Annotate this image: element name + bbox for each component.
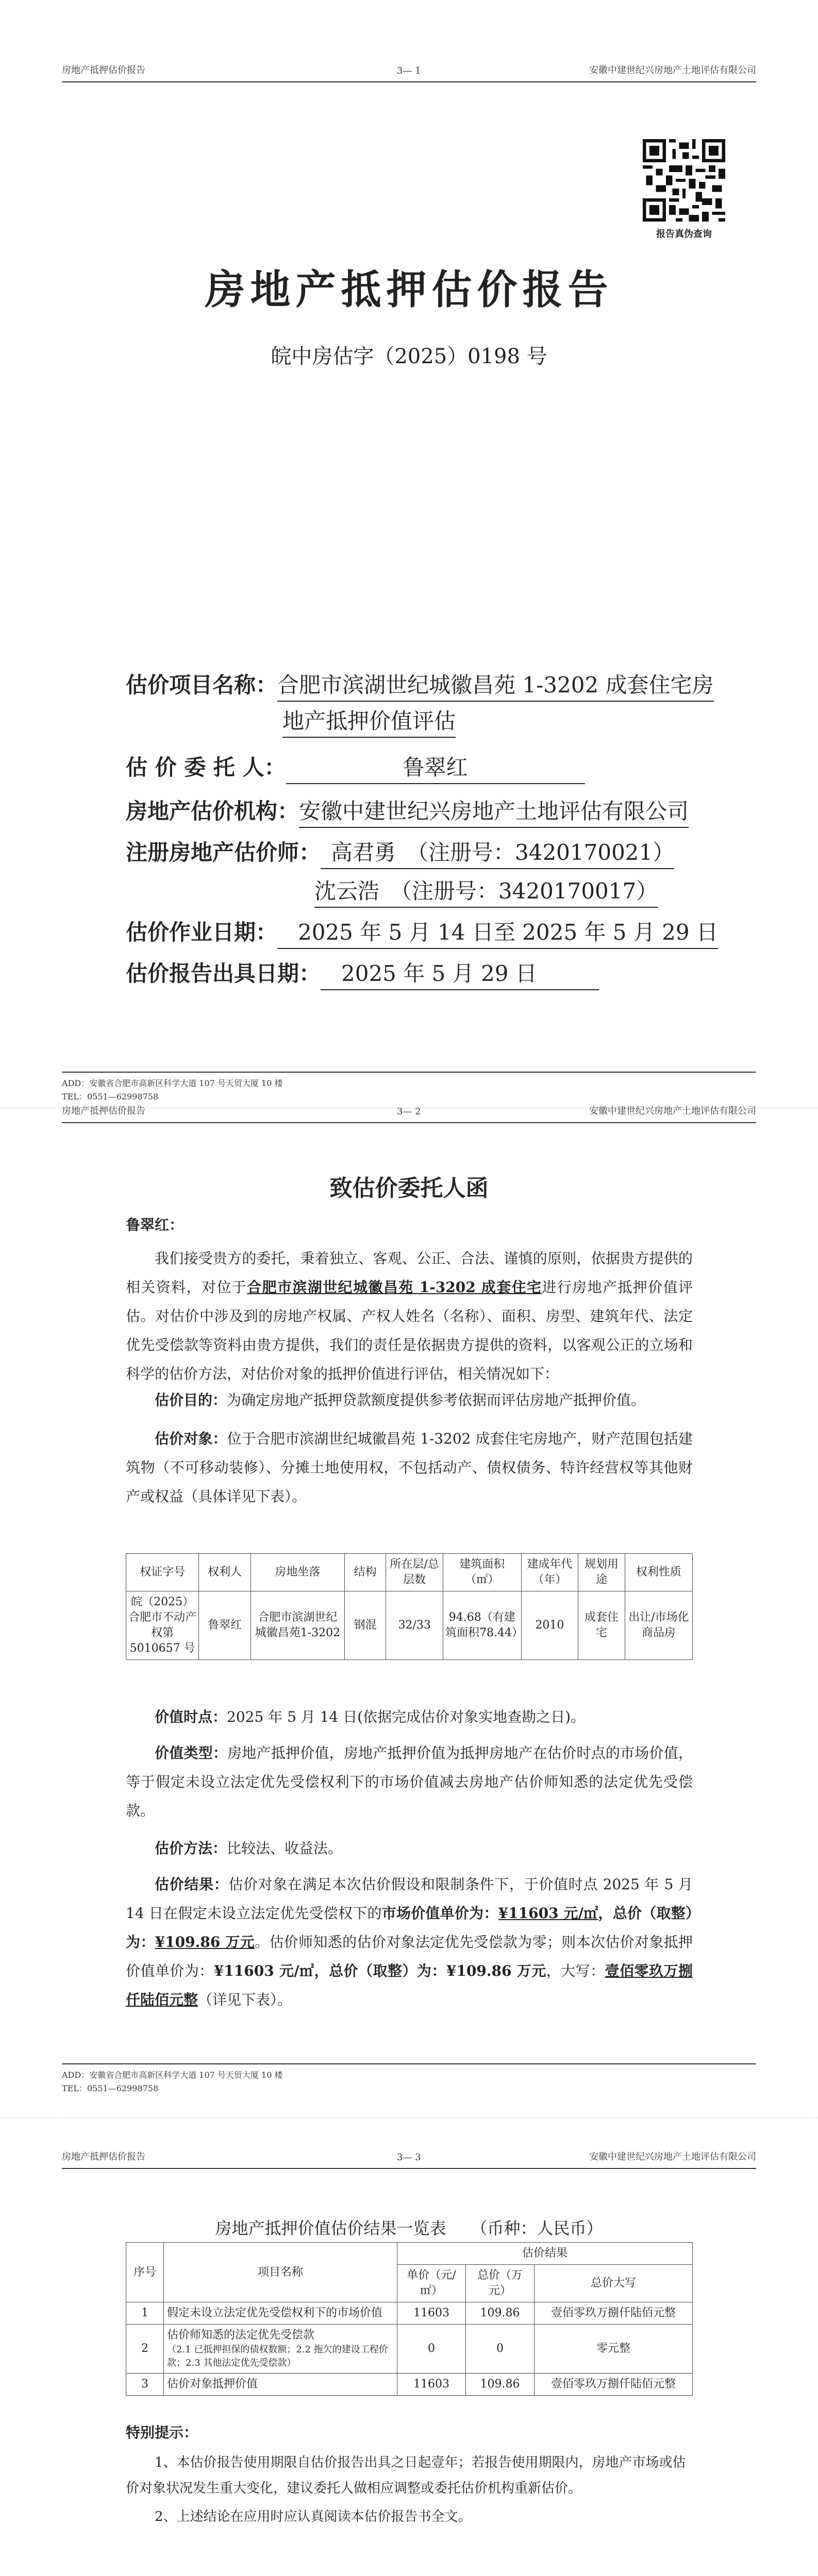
qr-caption: 报告真伪查询: [656, 229, 712, 240]
table-row: 3 估价对象抵押价值 11603 109.86 壹佰零玖万捌仟陆佰元整: [126, 2374, 693, 2396]
info-client: 估 价 委 托 人： 鲁翠红: [126, 752, 585, 784]
table-header-row: 权证字号 权利人 房地坐落 结构 所在层/总层数 建筑面积（㎡） 建成年代（年） 规划用途 权利性质: [126, 1554, 693, 1591]
header-left: 房地产抵押估价报告: [62, 65, 145, 76]
report-number: 皖中房估字（2025）0198 号: [271, 345, 547, 368]
page-cover: [0, 0, 818, 1101]
table-row: 1 假定未设立法定优先受偿权利下的市场价值 11603 109.86 壹佰零玖万捌仟陆佰元整: [126, 2302, 693, 2325]
letter-title: 致估价委托人函: [329, 1175, 489, 1201]
table-row: 皖（2025）合肥市不动产权第5010657 号 鲁翠红 合肥市滨湖世纪城徽昌苑1-3202 钢混 32/33 94.68（有建筑面积78.44） 2010 成套住宅 出让/市场化商品房: [126, 1591, 693, 1660]
page-header: 房地产抵押估价报告 3— 3 安徽中建世纪兴房地产土地评估有限公司: [62, 2138, 756, 2169]
table-header-row: 单价（元/㎡） 总价（万元） 总价大写: [126, 2265, 693, 2302]
info-issue-date: 估价报告出具日期： 2025 年 5 月 29 日: [126, 958, 599, 990]
page-header: 房地产抵押估价报告 3— 2 安徽中建世纪兴房地产土地评估有限公司: [62, 1092, 756, 1123]
cover-title: 房地产抵押估价报告: [205, 266, 613, 313]
summary-table-title: 房地产抵押价值估价结果一览表 （币种：人民币）: [215, 2218, 603, 2238]
info-valuer-2: 沈云浩 （注册号：3420170017）: [314, 876, 658, 908]
header-page-number: 3— 1: [397, 65, 421, 76]
salutation: 鲁翠红：: [126, 1216, 184, 1233]
info-valuer-1: 注册房地产估价师： 高君勇 （注册号：3420170021）: [126, 837, 674, 869]
info-work-date: 估价作业日期： 2025 年 5 月 14 日至 2025 年 5 月 29 日: [126, 917, 718, 949]
info-project-cont: 地产抵押价值评估: [282, 706, 456, 738]
info-project: 估价项目名称：合肥市滨湖世纪城徽昌苑 1-3202 成套住宅房: [126, 670, 714, 702]
table-row: 2 估价师知悉的法定优先受偿款 （2.1 已抵押担保的债权数额；2.2 拖欠的建设工程价款；2.3 其他法定优先受偿款） 0 0 零元整: [126, 2325, 693, 2374]
note-1: 1、本估价报告使用期限自估价报告出具之日起壹年；若报告使用期限内，房地产市场或估价对象状况发生重大变化，建议委托人做相应调整或委托估价机构重新估价。: [126, 2455, 686, 2496]
header-right: 安徽中建世纪兴房地产土地评估有限公司: [589, 65, 756, 76]
note-2: 2、上述结论在应用时应认真阅读本估价报告书全文。: [155, 2509, 472, 2524]
notes-title: 特别提示：: [126, 2424, 198, 2441]
purpose: 估价目的：为确定房地产抵押贷款额度提供参考依据而评估房地产抵押价值。: [155, 1392, 646, 1409]
info-agency: 房地产估价机构：安徽中建世纪兴房地产土地评估有限公司: [126, 796, 689, 828]
table-header-row: 序号 项目名称 估价结果: [126, 2243, 693, 2265]
valuation-result: 估价结果：估价对象在满足本次估价假设和限制条件下，于价值时点 2025 年 5 月 14 日在假定未设立法定优先受偿权下的市场价值单价为：¥11603 元/㎡，总价（取整）为：¥109.86 万元。估价师知悉的估价对象法定优先受偿款为零；则本次估价对象抵押价值单价为：¥11603 元/㎡，总价（取整）为：¥109.86 万元，大写：壹佰零玖万捌仟陆佰元整（详见下表）。: [126, 1876, 693, 2008]
letter-intro: 我们接受贵方的委托，秉着独立、客观、公正、合法、谨慎的原则，依据贵方提供的相关资料，对位于合肥市滨湖世纪城徽昌苑 1-3202 成套住宅进行房地产抵押价值评估。对估价中涉及到的房地产权属、产权人姓名（名称）、面积、房型、建筑年代、法定优先受偿款等资料由贵方提供，我们的责任是依据贵方提供的资料，以客观公正的立场和科学的估价方法，对估价对象的抵押价值进行评估，相关情况如下：: [126, 1250, 693, 1382]
page-footer: ADD：安徽省合肥市高新区科学大道 107 号天贸大厦 10 楼 TEL：0551—62998758: [62, 1072, 756, 1104]
summary-table: [126, 2242, 693, 2396]
property-table: [126, 1553, 693, 1660]
qr-code-icon[interactable]: [643, 139, 725, 222]
page-header: [62, 52, 756, 82]
value-date: 价值时点：2025 年 5 月 14 日(依据完成估价对象实地查勘之日)。: [155, 1708, 586, 1725]
page-footer: ADD：安徽省合肥市高新区科学大道 107 号天贸大厦 10 楼 TEL：0551—62998758: [62, 2063, 756, 2095]
object: 估价对象：位于合肥市滨湖世纪城徽昌苑 1-3202 成套住宅房地产，财产范围包括建筑物（不可移动装修）、分摊土地使用权，不包括动产、债权债务、特许经营权等其他财产或权益（具体详见下表）。: [126, 1430, 693, 1505]
valuation-method: 估价方法：比较法、收益法。: [155, 1840, 343, 1857]
value-type: 价值类型：房地产抵押价值，房地产抵押价值为抵押房地产在估价时点的市场价值，等于假定未设立法定优先受偿权利下的市场价值减去房地产估价师知悉的法定优先受偿款。: [126, 1744, 693, 1819]
